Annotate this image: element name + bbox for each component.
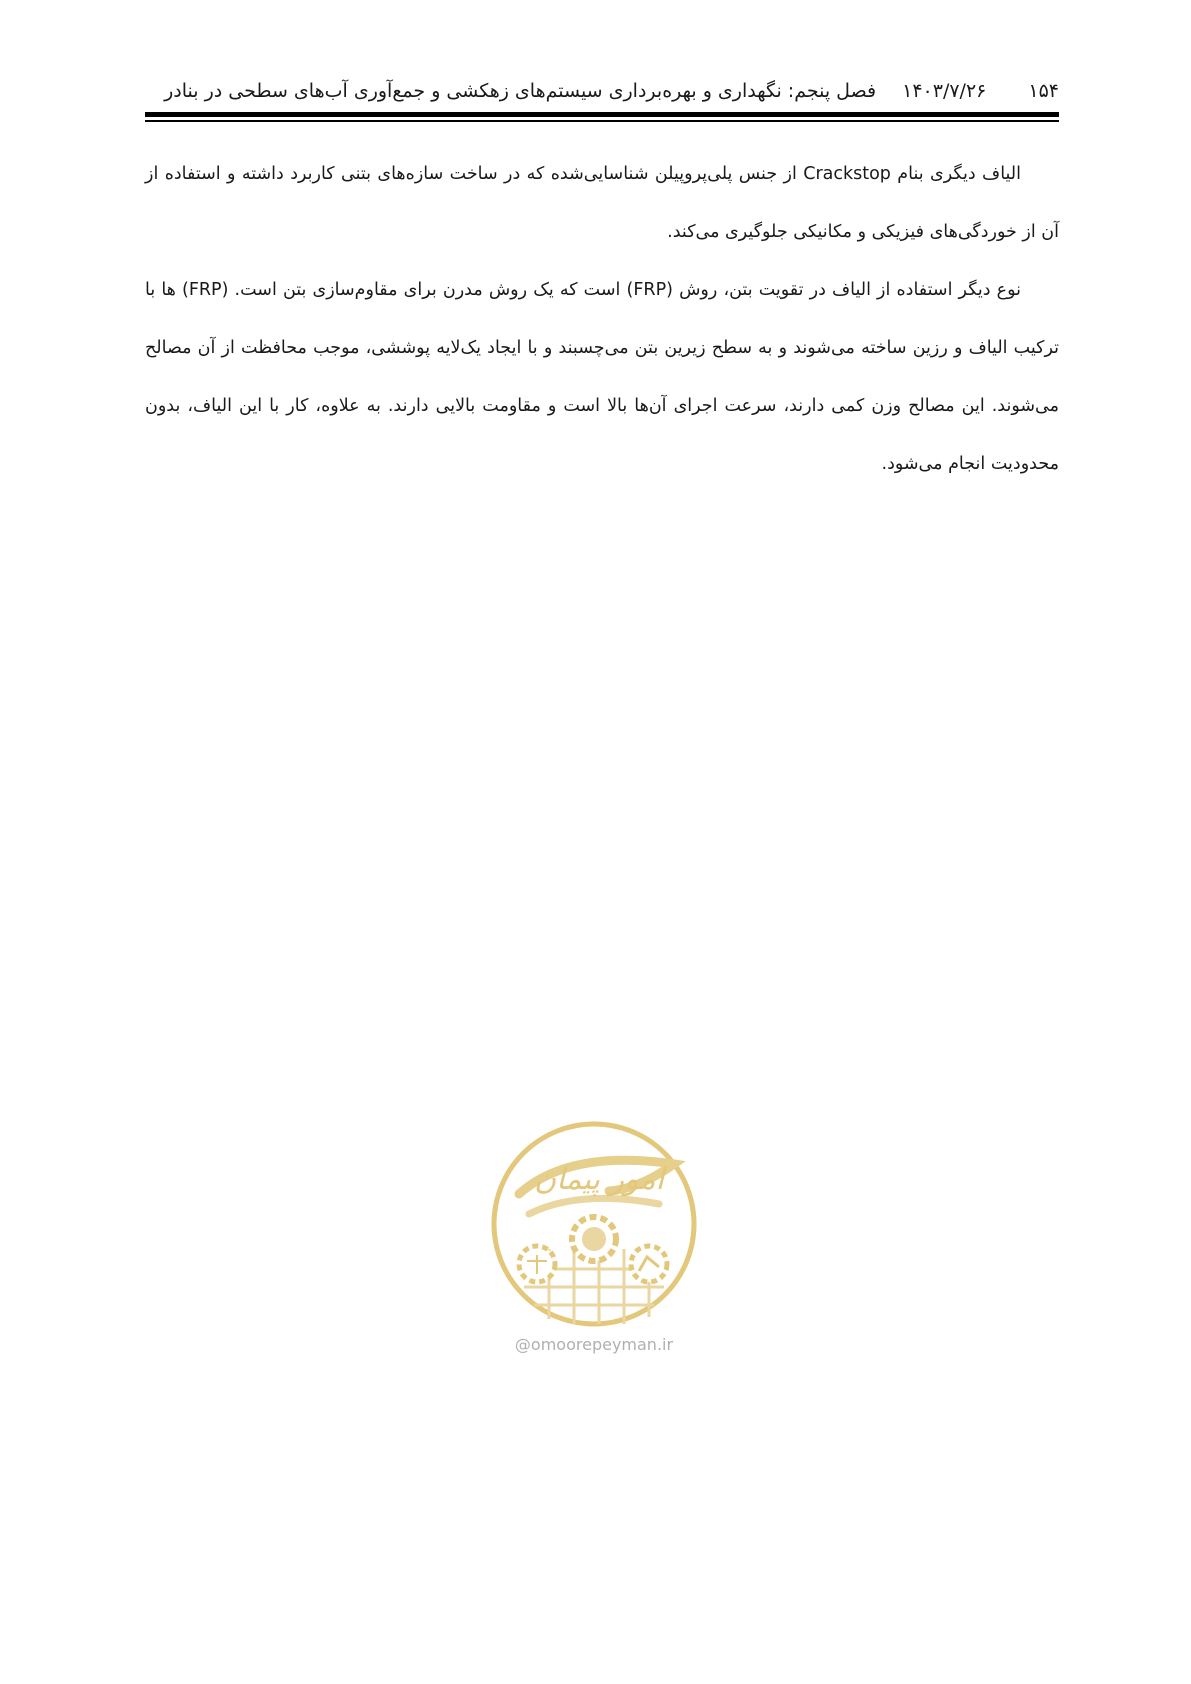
header-rule-thick — [145, 112, 1059, 117]
body-text — [145, 145, 1059, 493]
paragraph: الیاف دیگری بنام Crackstop از جنس پلی‌پروپیلن شناسایی‌شده که در ساخت سازه‌های بتنی کاربرد داشته و استفاده از آن از خوردگی‌های فیزیکی و مکانیکی جلوگیری می‌کند. — [145, 164, 1059, 242]
header-date: ۱۴۰۳/۷/۲۶ — [902, 80, 987, 102]
watermark-seal — [489, 1119, 699, 1329]
header-title: فصل پنجم: نگهداری و بهره‌برداری سیستم‌های زهکشی و جمع‌آوری آب‌های سطحی در بنادر — [164, 80, 877, 102]
watermark-url: @omoorepeyman.ir — [514, 1335, 674, 1354]
page-number: ۱۵۴ — [1028, 80, 1059, 102]
scales-icon — [519, 1246, 555, 1282]
header-rule-thin — [145, 120, 1059, 122]
construction-icon — [631, 1246, 667, 1282]
page-header — [145, 74, 1059, 108]
watermark-logo — [489, 1119, 699, 1359]
gear-icon — [572, 1217, 616, 1261]
watermark-logo-text: امور پیمان — [534, 1162, 664, 1197]
paragraph: نوع دیگر استفاده از الیاف در تقویت بتن، روش (FRP) است که یک روش مدرن برای مقاوم‌سازی بتن است. (FRP) ها با ترکیب الیاف و رزین ساخته می‌شوند و به سطح زیرین بتن می‌چسبند و با ایجاد یک‌لایه پوششی، موجب محافظت از آن مصالح می‌شوند. این مصالح وزن کمی دارند، سرعت اجرای آن‌ها بالا است و مقاومت بالایی دارند. به علاوه، کار با این الیاف، بدون محدودیت انجام می‌شود. — [145, 280, 1059, 474]
